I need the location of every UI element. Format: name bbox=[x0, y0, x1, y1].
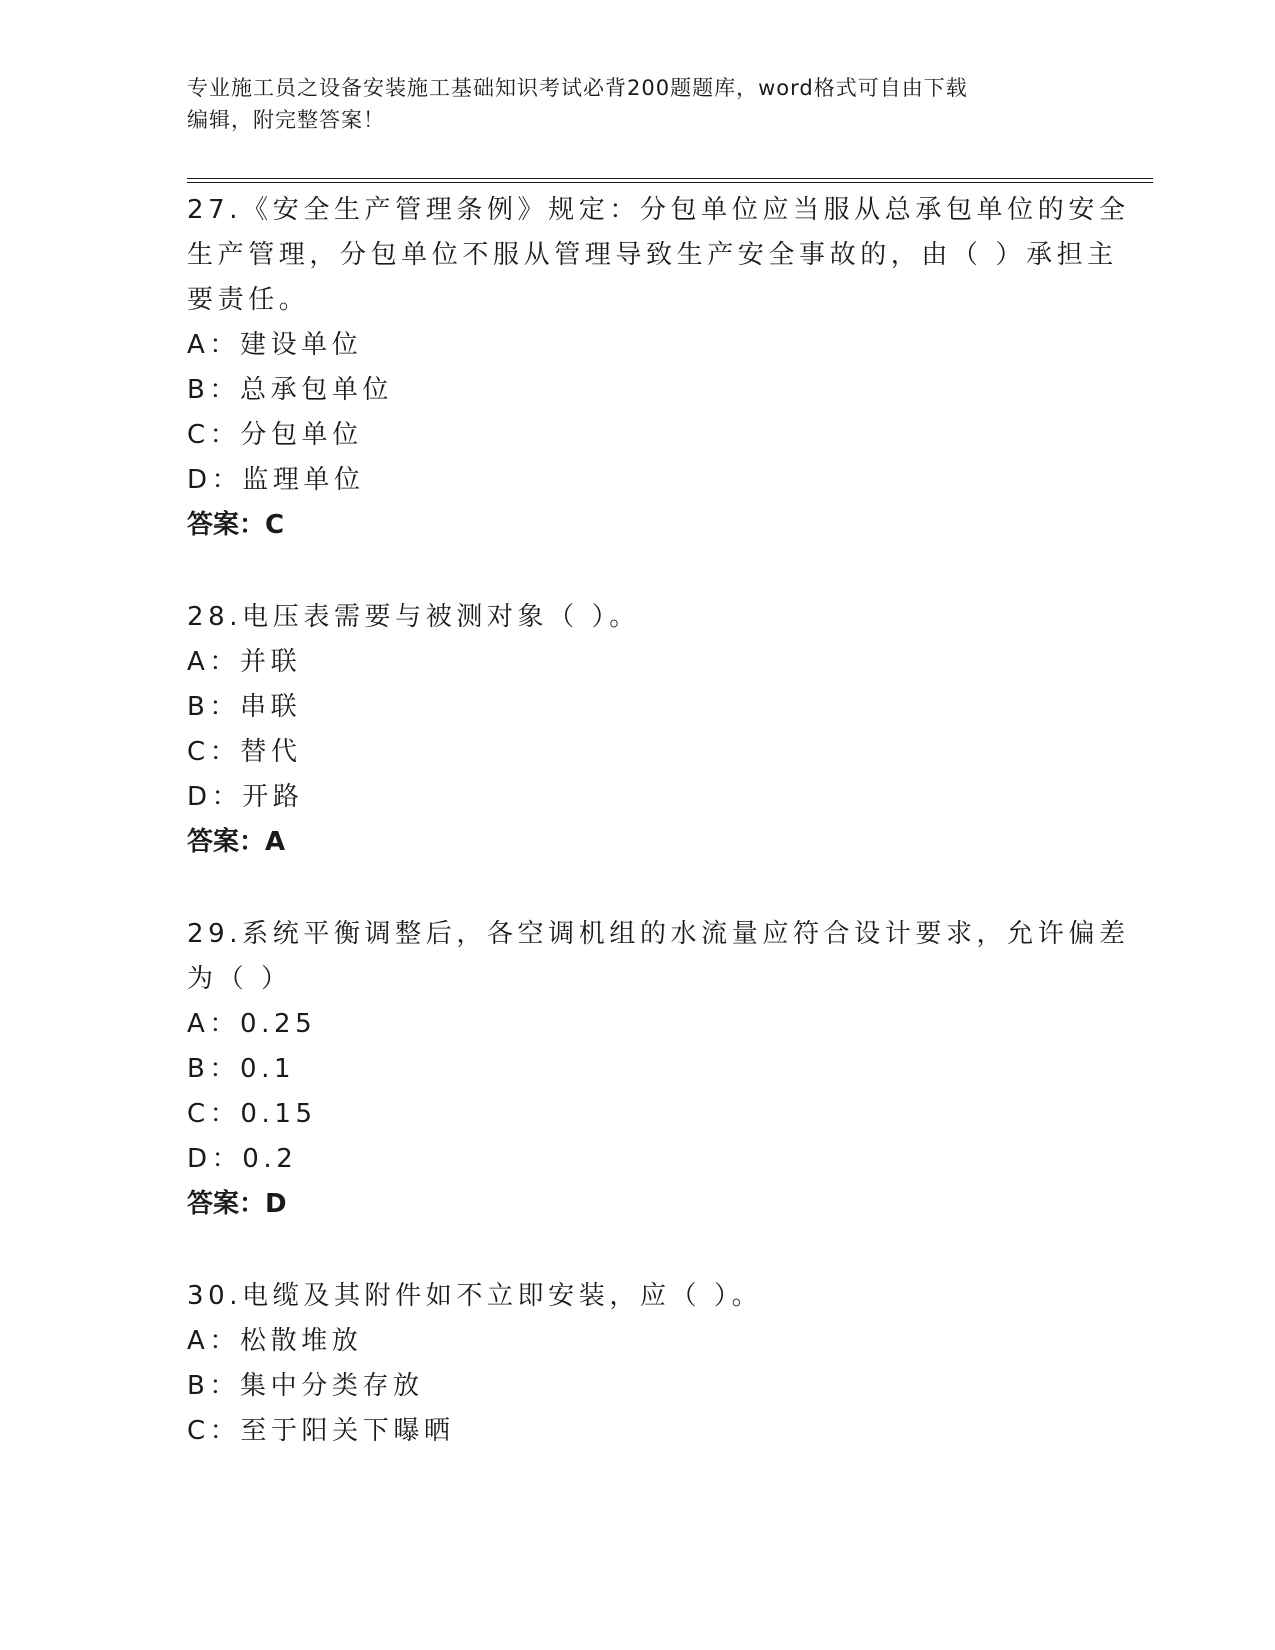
option-d: D：监理单位 bbox=[187, 465, 365, 495]
option-d: D：开路 bbox=[187, 782, 304, 812]
option-a: A：建设单位 bbox=[187, 330, 363, 360]
option-b: B：集中分类存放 bbox=[187, 1371, 424, 1401]
question-spacer bbox=[187, 865, 1087, 912]
option-b: B：总承包单位 bbox=[187, 375, 394, 405]
stem-line: 要责任。 bbox=[187, 285, 310, 315]
question-stem bbox=[187, 1274, 1087, 1319]
stem-line: 30.电缆及其附件如不立即安装，应（ ）。 bbox=[187, 1281, 763, 1311]
option-c: C：替代 bbox=[187, 737, 302, 767]
question-27 bbox=[187, 188, 1130, 548]
question-stem bbox=[187, 188, 1130, 323]
option-list bbox=[187, 1002, 1087, 1182]
option-c: C：至于阳关下曝晒 bbox=[187, 1416, 455, 1446]
option-a: A：松散堆放 bbox=[187, 1326, 363, 1356]
header-double-rule bbox=[187, 178, 1153, 183]
option-b: B：0.1 bbox=[187, 1054, 296, 1084]
page-header bbox=[187, 72, 1087, 136]
stem-line: 28.电压表需要与被测对象（ ）。 bbox=[187, 602, 640, 632]
answer-label: 答案：D bbox=[187, 1189, 287, 1219]
option-a: A：0.25 bbox=[187, 1009, 317, 1039]
stem-line: 生产管理，分包单位不服从管理导致生产安全事故的，由（ ）承担主 bbox=[187, 240, 1118, 270]
header-line: 专业施工员之设备安装施工基础知识考试必背200题题库，word格式可自由下载 bbox=[187, 76, 968, 100]
stem-line: 为（ ） bbox=[187, 964, 292, 994]
question-list bbox=[187, 188, 1130, 1454]
question-28 bbox=[187, 595, 1087, 865]
question-stem bbox=[187, 912, 1130, 1002]
question-spacer bbox=[187, 1227, 1087, 1274]
option-c: C：分包单位 bbox=[187, 420, 363, 450]
option-b: B：串联 bbox=[187, 692, 302, 722]
question-spacer bbox=[187, 548, 1087, 595]
stem-line: 29.系统平衡调整后，各空调机组的水流量应符合设计要求，允许偏差 bbox=[187, 919, 1130, 949]
question-29 bbox=[187, 912, 1130, 1227]
option-list bbox=[187, 640, 1087, 820]
option-d: D：0.2 bbox=[187, 1144, 298, 1174]
question-stem bbox=[187, 595, 1087, 640]
header-line: 编辑，附完整答案！ bbox=[187, 108, 385, 132]
answer-label: 答案：A bbox=[187, 827, 286, 857]
question-30 bbox=[187, 1274, 1087, 1454]
option-list bbox=[187, 323, 1087, 503]
option-a: A：并联 bbox=[187, 647, 302, 677]
option-c: C：0.15 bbox=[187, 1099, 317, 1129]
stem-line: 27.《安全生产管理条例》规定：分包单位应当服从总承包单位的安全 bbox=[187, 195, 1130, 225]
option-list bbox=[187, 1319, 1087, 1454]
answer-label: 答案：C bbox=[187, 510, 285, 540]
